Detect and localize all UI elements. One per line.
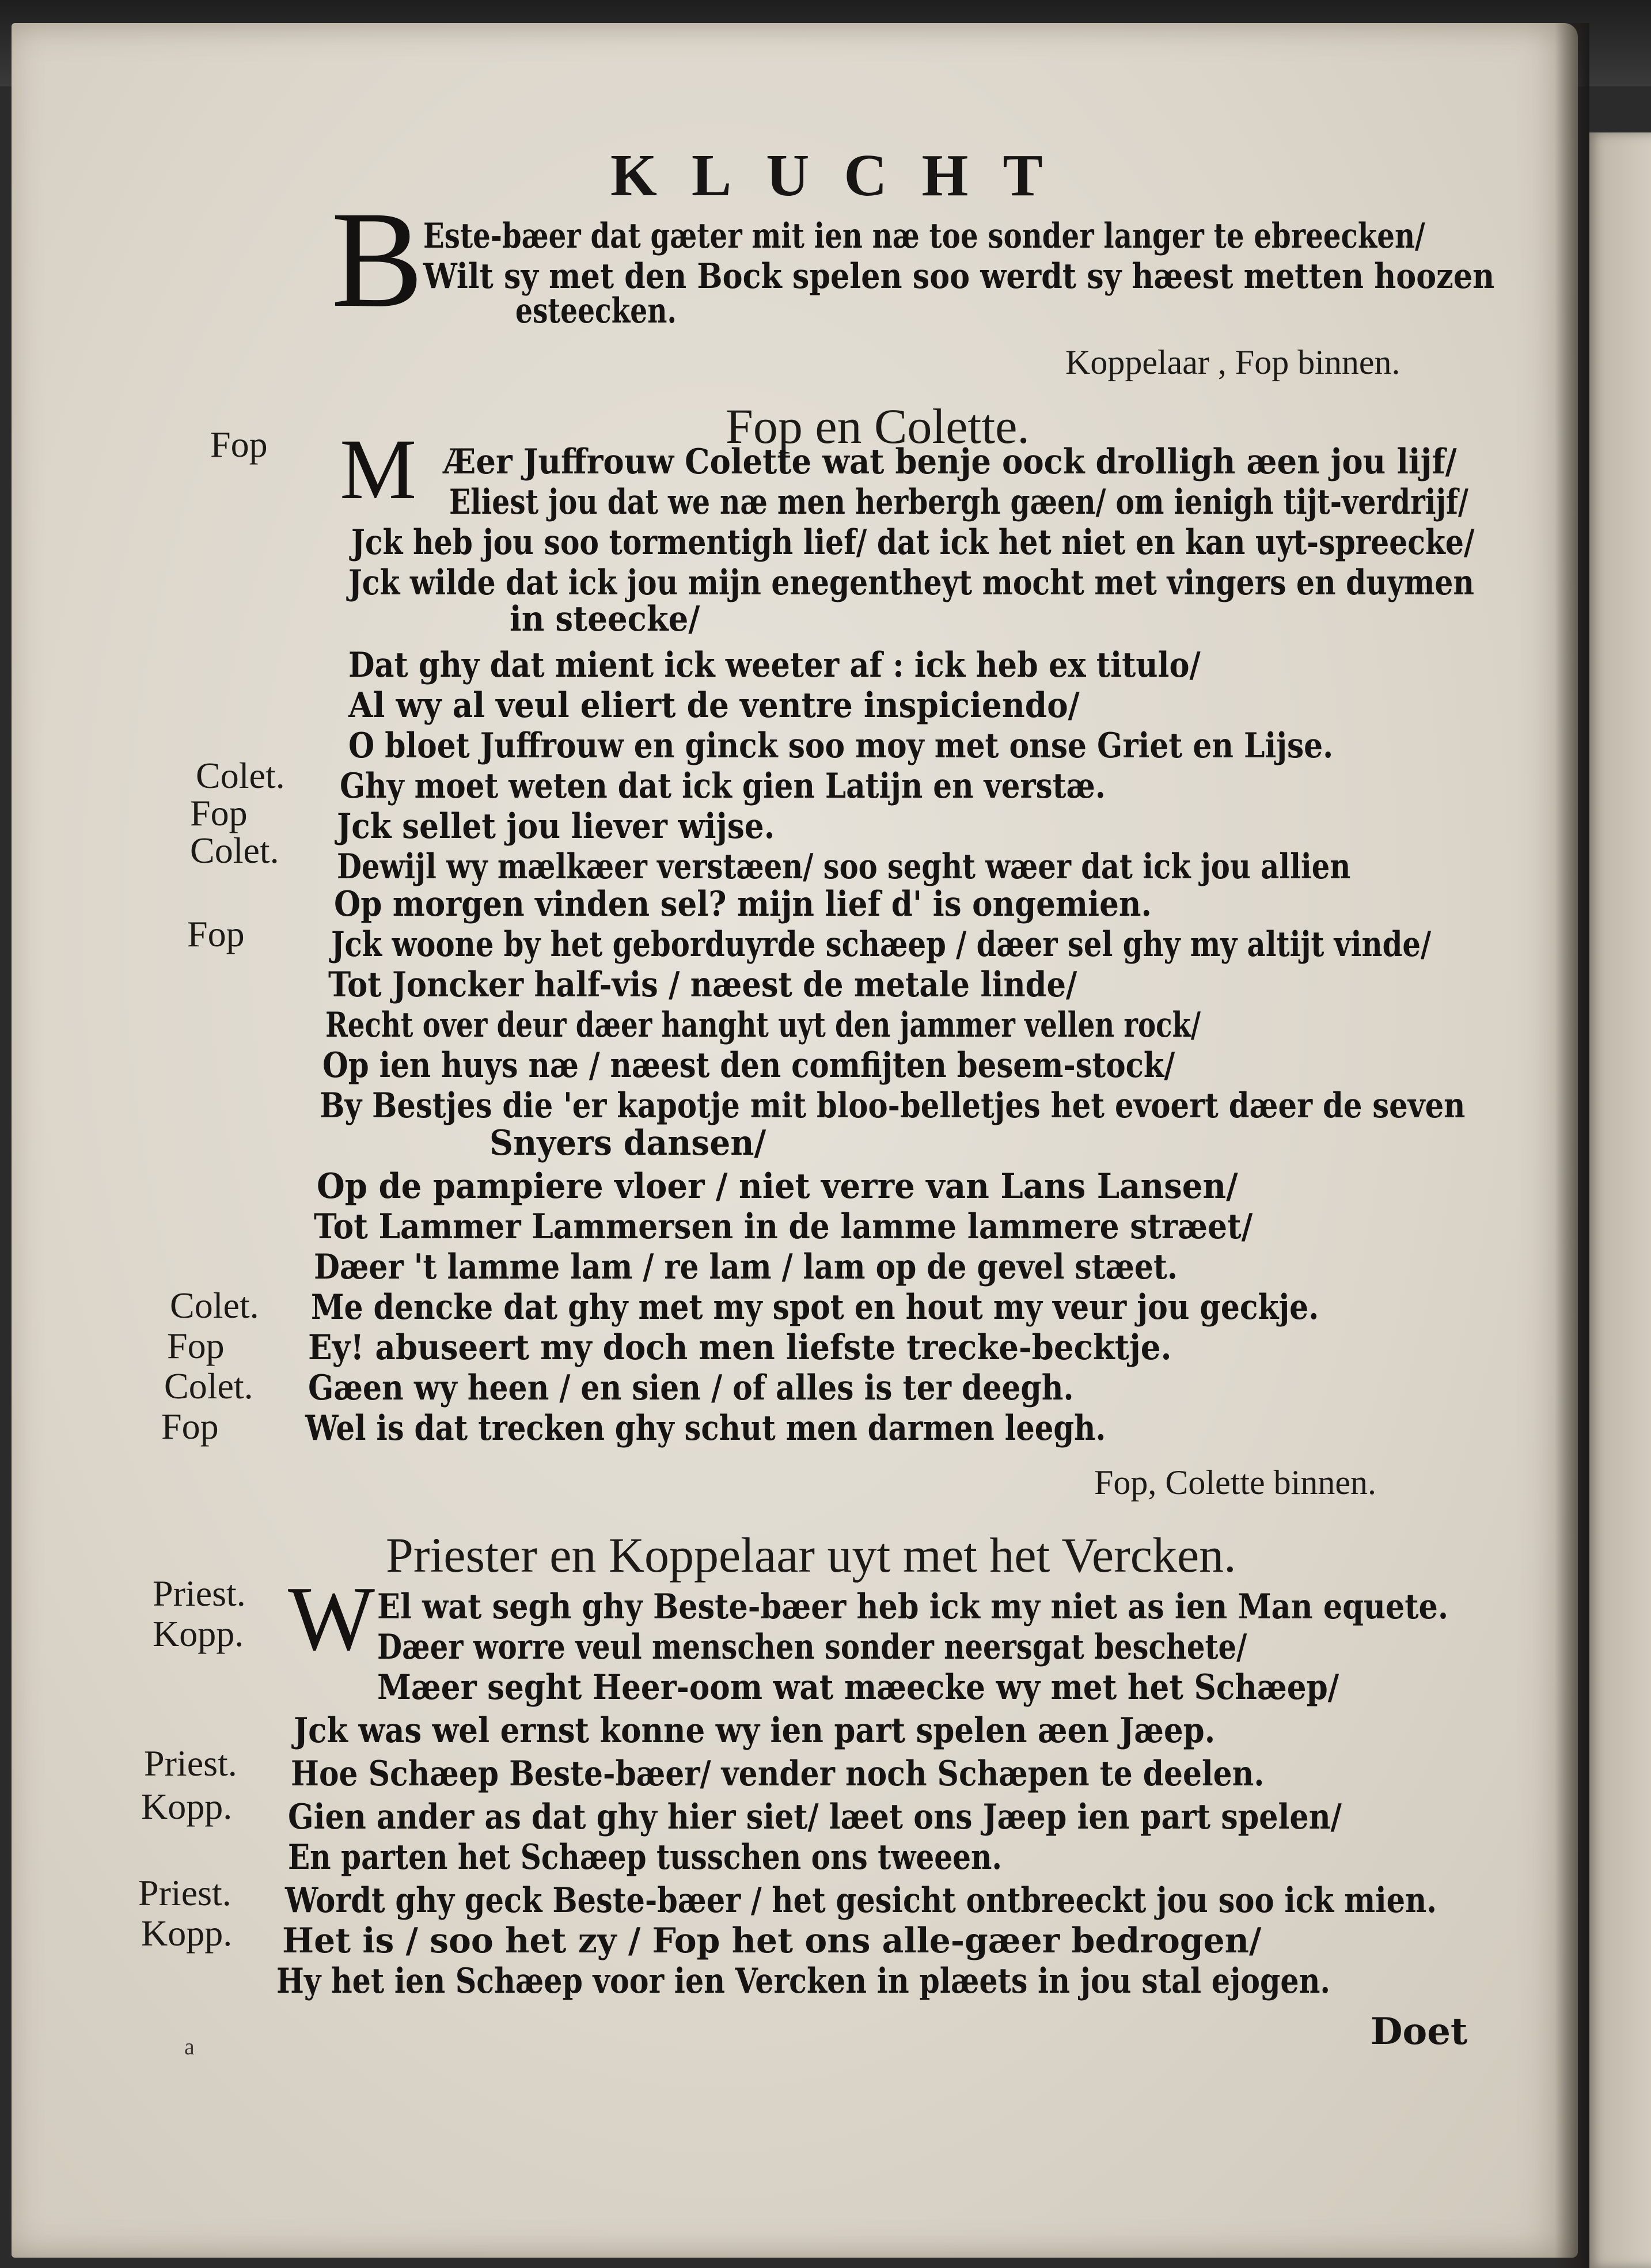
verse-line: Tot Lammer Lammersen in de lamme lammere stræet/ [314, 1207, 1253, 1247]
verse-line: Æer Juffrouw Colette wat benje oock drolligh æen jou lijf/ [443, 442, 1457, 482]
speaker-label: Kopp. [153, 1613, 244, 1654]
verse-line: Op de pampiere vloer / niet verre van Lans Lansen/ [317, 1166, 1238, 1207]
verse-line: Wel is dat trecken ghy schut men darmen leegh. [305, 1408, 1106, 1448]
speaker-label: Colet. [164, 1366, 253, 1406]
page-gutter-shadow [1555, 23, 1589, 2268]
verse-line: Wordt ghy geck Beste-bæer / het gesicht ontbreeckt jou soo ick mien. [285, 1880, 1437, 1921]
signature-mark: a [184, 2034, 195, 2060]
verse-line: Hy het ien Schæep voor ien Vercken in plæets in jou stal ejogen. [276, 1961, 1331, 2001]
verse-line: Jck woone by het geborduyrde schæep / dæer sel ghy my altijt vinde/ [331, 924, 1432, 965]
verse-line: Mæer seght Heer-oom wat mæecke wy met het Schæep/ [377, 1667, 1339, 1708]
speaker-label: Fop [210, 424, 268, 465]
verse-line: Jck sellet jou liever wijse. [337, 806, 775, 847]
verse-line: Al wy al veul eliert de ventre inspiciendo/ [348, 685, 1080, 726]
speaker-label: Kopp. [141, 1913, 233, 1954]
verse-line: Ghy moet weten dat ick gien Latijn en verstæ. [340, 766, 1106, 806]
speaker-label: Fop [190, 792, 248, 833]
stage-direction: Koppelaar , Fop binnen. [1065, 343, 1400, 381]
stage-direction: Fop, Colette binnen. [1094, 1463, 1376, 1501]
verse-line: in steecke/ [510, 599, 700, 639]
verse-line: Eliest jou dat we næ men herbergh gæen/ om ienigh tijt-verdrijf/ [449, 482, 1468, 522]
speaker-label: Colet. [170, 1285, 259, 1326]
verse-line: Gien ander as dat ghy hier siet/ læet ons Jæep ien part spelen/ [288, 1797, 1342, 1837]
speaker-label: Priest. [144, 1743, 237, 1784]
dropcap-b: B [331, 183, 424, 336]
verse-line: esteecken. [515, 291, 677, 331]
verse-line: Wilt sy met den Bock spelen soo werdt sy hæest metten hoozen [423, 256, 1495, 297]
dropcap-w: W [288, 1567, 375, 1670]
verse-line: O bloet Juffrouw en ginck soo moy met onse Griet en Lijse. [348, 726, 1334, 766]
dropcap-m: M [340, 422, 417, 517]
verse-line: Op morgen vinden sel? mijn lief d' is ongemien. [334, 884, 1152, 924]
speaker-label: Priest. [153, 1573, 246, 1614]
verse-line: Recht over deur dæer hanght uyt den jammer vellen rock/ [325, 1005, 1201, 1045]
verse-line: Dæer worre veul menschen sonder neersgat beschete/ [377, 1627, 1247, 1667]
verse-line: By Bestjes die 'er kapotje mit bloo-belletjes het evoert dæer de seven [320, 1086, 1466, 1126]
verse-line: Het is / soo het zy / Fop het ons alle-gæer bedrogen/ [282, 1921, 1262, 1961]
scene-heading: Fop en Colette. [726, 399, 1030, 454]
verse-line: Gæen wy heen / en sien / of alles is ter deegh. [308, 1368, 1074, 1408]
speaker-label: Fop [167, 1325, 225, 1366]
facing-page-edge [1589, 132, 1651, 2268]
verse-line: Este-bæer dat gæter mit ien næ toe sonder langer te ebreecken/ [423, 216, 1425, 256]
verse-line: El wat segh ghy Beste-bæer heb ick my niet as ien Man equete. [377, 1587, 1449, 1627]
verse-line: Snyers dansen/ [489, 1123, 766, 1163]
verse-line: Me dencke dat ghy met my spot en hout my veur jou geckje. [311, 1287, 1319, 1328]
verse-line: Ey! abuseert my doch men liefste trecke-becktje. [308, 1328, 1172, 1368]
speaker-label: Colet. [196, 755, 285, 796]
verse-line: Op ien huys næ / næest den comfijten besem-stock/ [322, 1045, 1175, 1086]
scene-heading: Priester en Koppelaar uyt met het Vercken. [386, 1527, 1236, 1583]
verse-line: Tot Joncker half-vis / næest de metale linde/ [328, 965, 1077, 1005]
running-title: KLUCHT [610, 142, 1077, 208]
verse-line: Dewijl wy mælkæer verstæen/ soo seght wæer dat ick jou allien [337, 847, 1351, 887]
verse-line: Dæer 't lamme lam / re lam / lam op de gevel stæet. [314, 1247, 1178, 1287]
speaker-label: Fop [187, 913, 245, 954]
speaker-label: Colet. [190, 830, 279, 871]
verse-line: Jck wilde dat ick jou mijn enegentheyt mocht met vingers en duymen [348, 563, 1474, 603]
verse-line: Jck heb jou soo tormentigh lief/ dat ick het niet en kan uyt-spreecke/ [351, 522, 1475, 563]
speaker-label: Kopp. [141, 1786, 233, 1827]
speaker-label: Fop [161, 1406, 219, 1447]
speaker-label: Priest. [138, 1872, 231, 1913]
verse-line: Dat ghy dat mient ick weeter af : ick heb ex titulo/ [348, 645, 1201, 685]
verse-line: Jck was wel ernst konne wy ien part spelen æen Jæep. [294, 1711, 1216, 1751]
verse-line: Hoe Schæep Beste-bæer/ vender noch Schæpen te deelen. [291, 1754, 1265, 1794]
verse-line: En parten het Schæep tusschen ons tweeen. [288, 1837, 1002, 1878]
catchword: Doet [1371, 2010, 1468, 2053]
